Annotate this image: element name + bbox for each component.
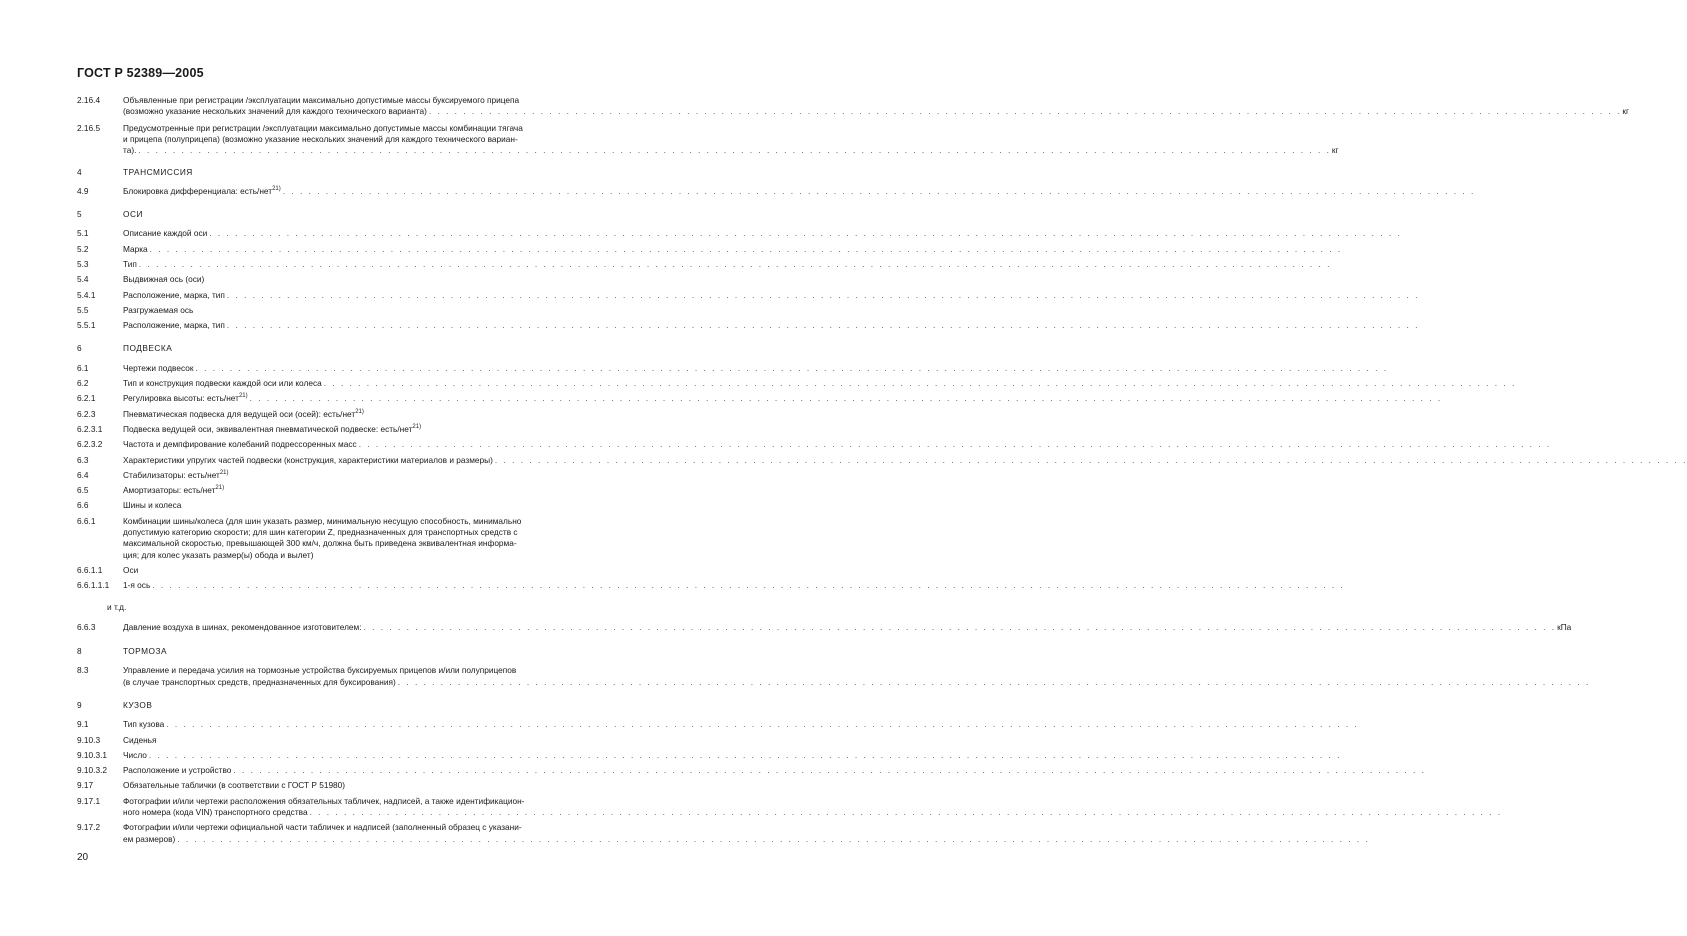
list-item xyxy=(77,665,1591,688)
item-number: 4.9 xyxy=(77,185,89,196)
item-text: Тип и конструкция подвески каждой оси или колеса xyxy=(123,378,322,389)
item-number: 6.2.3 xyxy=(77,408,96,419)
item-text: Оси xyxy=(123,564,139,575)
item-text: та). xyxy=(123,145,137,156)
list-item xyxy=(77,378,1517,389)
list-item xyxy=(77,305,615,316)
item-text: Блокировка дифференциала: есть/нет xyxy=(123,185,273,196)
item-number: 6.3 xyxy=(77,454,89,465)
item-number: 6.2 xyxy=(77,378,89,389)
list-item xyxy=(77,258,1332,270)
dot-leader: . . . . . . . . . . . . . . . . . . . . . . . . . . . . . . . . . . . . . . . . . . . . . . . . . . . . . . . . . . . . . . . . . . . . . . . . . . . . . . . . . . . . . . . . . . . . . . . . . . . . . . . . . . . . . . . . . . . . . . . . . . . . . . . . . . . . . . . . . . . xyxy=(195,362,1389,373)
section-number: 6 xyxy=(77,343,82,354)
item-text: Шины и колеса xyxy=(123,500,182,511)
dot-leader: . . . . . . . . . . . . . . . . . . . . . . . . . . . . . . . . . . . . . . . . . . . . . . . . . . . . . . . . . . . . . . . . . . . . . . . . . . . . . . . . . . . . . . . . . . . . . . . . . . . . . . . . . . . . . . . . . . . . . . . . . . . . . . . . . . . . . . . . . . . xyxy=(226,289,1420,300)
dot-leader: . . . . . . . . . . . . . . . . . . . . . . . . . . . . . . . . . . . . . . . . . . . . . . . . . . . . . . . . . . . . . . . . . . . . . . . . . . . . . . . . . . . . . . . . . . . . . . . . . . . . . . . . . . . . . . . . . . . . . . . . . . . . . . . . . . . . . . . . . . . xyxy=(138,258,1332,269)
list-item xyxy=(77,409,615,420)
section-number: 4 xyxy=(77,167,82,178)
dot-leader: . . . . . . . . . . . . . . . . . . . . . . . . . . . . . . . . . . . . . . . . . . . . . . . . . . . . . . . . . . . . . . . . . . . . . . . . . . . . . . . . . . . . . . . . . . . . . . . . . . . . . . . . . . . . . . . . . . . . . . . . . . . . . . . . . . . . . . . . . . . xyxy=(138,145,1331,156)
dot-leader: . . . . . . . . . . . . . . . . . . . . . . . . . . . . . . . . . . . . . . . . . . . . . . . . . . . . . . . . . . . . . . . . . . . . . . . . . . . . . . . . . . . . . . . . . . . . . . . . . . . . . . . . . . . . . . . . . . . . . . . . . . . . . . . . . . . . . . . . . . . xyxy=(249,393,1443,404)
section-number: 9 xyxy=(77,699,82,710)
section-heading xyxy=(77,209,615,220)
dot-leader: . . . . . . . . . . . . . . . . . . . . . . . . . . . . . . . . . . . . . . . . . . . . . . . . . . . . . . . . . . . . . . . . . . . . . . . . . . . . . . . . . . . . . . . . . . . . . . . . . . . . . . . . . . . . . . . . . . . . . . . . . . . . . . . . . . . . . . . . . . . xyxy=(309,807,1503,818)
section-heading xyxy=(77,343,615,354)
list-item xyxy=(77,439,1552,450)
dot-leader: . . . . . . . . . . . . . . . . . . . . . . . . . . . . . . . . . . . . . . . . . . . . . . . . . . . . . . . . . . . . . . . . . . . . . . . . . . . . . . . . . . . . . . . . . . . . . . . . . . . . . . . . . . . . . . . . . . . . . . . . . . . . . . . . . . . . . . . . . . . xyxy=(149,243,1343,254)
section-title: ОСИ xyxy=(123,209,143,220)
item-number: 9.17 xyxy=(77,780,94,791)
item-number: 9.10.3.2 xyxy=(77,765,107,776)
list-item xyxy=(77,719,1359,730)
page-number: 20 xyxy=(77,852,89,863)
item-text: Описание каждой оси xyxy=(123,228,208,239)
item-text: Подвеска ведущей оси, эквивалентная пневматической подвеске: есть/нет xyxy=(123,423,413,434)
item-number: 9.10.3 xyxy=(77,734,101,745)
section-title: ПОДВЕСКА xyxy=(123,343,173,354)
item-text: Марка xyxy=(123,243,148,254)
dot-leader: . . . . . . . . . . . . . . . . . . . . . . . . . . . . . . . . . . . . . . . . . . . . . . . . . . . . . . . . . . . . . . . . . . . . . . . . . . . . . . . . . . . . . . . . . . . . . . . . . . . . . . . . . . . . . . . . . . . . . . . . . . . . . . . . . . . . . . . . . . . xyxy=(209,228,1402,239)
item-text: Характеристики упругих частей подвески (конструкция, характеристики материалов и размеры) xyxy=(123,454,493,465)
section-number: 8 xyxy=(77,646,82,657)
item-number: 6.4 xyxy=(77,469,89,480)
section-title: ТРАНСМИССИЯ xyxy=(123,167,193,178)
item-number: 5.4 xyxy=(77,274,89,285)
item-text: Тип xyxy=(123,258,137,269)
list-item xyxy=(77,393,1443,404)
item-number: 6.6.1 xyxy=(77,515,96,526)
item-number: 6.6.1.1 xyxy=(77,564,103,575)
dot-leader: . . . . . . . . . . . . . . . . . . . . . . . . . . . . . . . . . . . . . . . . . . . . . . . . . . . . . . . . . . . . . . . . . . . . . . . . . . . . . . . . . . . . . . . . . . . . . . . . . . . . . . . . . . . . . . . . . . . . . . . . . . . . . . . . . . . . . . . . . . . xyxy=(428,106,1622,117)
etc-note: и т.д. xyxy=(107,601,127,612)
section-title: КУЗОВ xyxy=(123,699,153,710)
dot-leader: . . . . . . . . . . . . . . . . . . . . . . . . . . . . . . . . . . . . . . . . . . . . . . . . . . . . . . . . . . . . . . . . . . . . . . . . . . . . . . . . . . . . . . . . . . . . . . . . . . . . . . . . . . . . . . . . . . . . . . . . . . . . . . . . . . . . . . . . . . . xyxy=(358,439,1552,450)
item-number: 9.17.2 xyxy=(77,822,101,833)
item-number: 5.2 xyxy=(77,243,89,254)
item-text: Расположение, марка, тип xyxy=(123,289,225,300)
item-text: Тип кузова xyxy=(123,719,165,730)
footnote-ref: 21) xyxy=(412,424,422,431)
section-heading xyxy=(77,700,615,711)
list-item xyxy=(77,185,1476,197)
list-item xyxy=(77,500,615,511)
item-number: 5.5.1 xyxy=(77,320,96,331)
item-number: 5.5 xyxy=(77,304,89,315)
item-text: (возможно указание нескольких значений для каждого технического варианта) xyxy=(123,106,427,117)
item-text: Амортизаторы: есть/нет xyxy=(123,485,216,496)
item-number: 5.4.1 xyxy=(77,289,96,300)
list-item xyxy=(77,822,1370,845)
unit-label: кг xyxy=(1331,145,1339,156)
item-text: Объявленные при регистрации /эксплуатации максимально допустимые массы буксируемого прицепа xyxy=(123,95,520,105)
list-item xyxy=(77,362,1389,374)
dot-leader: . . . . . . . . . . . . . . . . . . . . . . . . . . . . . . . . . . . . . . . . . . . . . . . . . . . . . . . . . . . . . . . . . . . . . . . . . . . . . . . . . . . . . . . . . . . . . . . . . . . . . . . . . . . . . . . . . . . . . . . . . . . . . . . . . . . . . . . . . . . xyxy=(363,621,1557,632)
list-item xyxy=(77,95,1630,118)
item-text: Чертежи подвесок xyxy=(123,362,194,373)
item-text: Выдвижная ось (оси) xyxy=(123,274,205,285)
section-number: 5 xyxy=(77,209,82,220)
item-number: 2.16.4 xyxy=(77,95,101,105)
list-item xyxy=(77,795,1503,819)
unit-label: кг xyxy=(1622,106,1630,117)
item-text: Давление воздуха в шинах, рекомендованное изготовителем: xyxy=(123,621,362,632)
item-text: Комбинации шины/колеса (для шин указать размер, минимальную несущую способность, минимально xyxy=(123,515,522,526)
dot-leader: . . . . . . . . . . . . . . . . . . . . . . . . . . . . . . . . . . . . . . . . . . . . . . . . . . . . . . . . . . . . . . . . . . . . . . . . . . . . . . . . . . . . . . . . . . . . . . . . . . . . . . . . . . . . . . . . . . . . . . . . . . . . . . . . . . . . . . . . . . . xyxy=(494,454,1687,465)
dot-leader: . . . . . . . . . . . . . . . . . . . . . . . . . . . . . . . . . . . . . . . . . . . . . . . . . . . . . . . . . . . . . . . . . . . . . . . . . . . . . . . . . . . . . . . . . . . . . . . . . . . . . . . . . . . . . . . . . . . . . . . . . . . . . . . . . . . . . . . . . . . xyxy=(233,765,1426,776)
item-text: 1-я ось xyxy=(123,580,151,591)
list-item xyxy=(77,621,1572,633)
item-text: ного номера (кода VIN) транспортного средства xyxy=(123,807,308,818)
item-text: Предусмотренные при регистрации /эксплуатации максимально допустимые массы комбинации тягача xyxy=(123,122,523,133)
item-text: Расположение, марка, тип xyxy=(123,320,225,331)
list-item xyxy=(77,749,1342,761)
list-item xyxy=(77,580,1345,591)
item-number: 6.6.3 xyxy=(77,621,96,632)
footnote-ref: 21) xyxy=(272,186,281,193)
list-item xyxy=(77,485,615,496)
item-number: 6.6 xyxy=(77,500,89,511)
item-text: (в случае транспортных средств, предназначенных для буксирования) xyxy=(123,676,396,687)
item-number: 2.16.5 xyxy=(77,122,101,133)
item-text: Стабилизаторы: есть/нет xyxy=(123,469,220,480)
item-text: Расположение и устройство xyxy=(123,765,232,776)
list-item xyxy=(77,780,615,791)
spec-list xyxy=(77,92,1687,845)
dot-leader: . . . . . . . . . . . . . . . . . . . . . . . . . . . . . . . . . . . . . . . . . . . . . . . . . . . . . . . . . . . . . . . . . . . . . . . . . . . . . . . . . . . . . . . . . . . . . . . . . . . . . . . . . . . . . . . . . . . . . . . . . . . . . . . . . . . . . . . . . . . xyxy=(282,185,1476,196)
item-text: Фотографии и/или чертежи расположения обязательных табличек, надписей, а также идентификацион- xyxy=(123,795,525,806)
item-text: Разгружаемая ось xyxy=(123,304,194,315)
list-item xyxy=(77,454,1687,466)
section-heading xyxy=(77,646,615,657)
item-number: 9.1 xyxy=(77,719,89,730)
section-heading xyxy=(77,167,615,178)
item-text: ем размеров) xyxy=(123,833,176,844)
footnote-ref: 21) xyxy=(215,485,225,492)
list-item xyxy=(77,765,1426,776)
item-number: 6.1 xyxy=(77,362,89,373)
dot-leader: . . . . . . . . . . . . . . . . . . . . . . . . . . . . . . . . . . . . . . . . . . . . . . . . . . . . . . . . . . . . . . . . . . . . . . . . . . . . . . . . . . . . . . . . . . . . . . . . . . . . . . . . . . . . . . . . . . . . . . . . . . . . . . . . . . . . . . . . . . . xyxy=(226,320,1420,331)
list-item xyxy=(77,565,615,576)
list-item xyxy=(77,320,1420,331)
item-text: максимальной скоростью, превышающей 300 км/ч, должна быть приведена эквивалентная информа- xyxy=(123,538,517,549)
item-text: Частота и демпфирование колебаний подрессоренных масс xyxy=(123,439,357,450)
footnote-ref: 21) xyxy=(355,408,364,415)
item-number: 9.10.3.1 xyxy=(77,749,107,760)
item-number: 5.1 xyxy=(77,228,89,239)
item-number: 6.6.1.1.1 xyxy=(77,580,110,591)
item-number: 6.2.3.1 xyxy=(77,423,103,434)
dot-leader: . . . . . . . . . . . . . . . . . . . . . . . . . . . . . . . . . . . . . . . . . . . . . . . . . . . . . . . . . . . . . . . . . . . . . . . . . . . . . . . . . . . . . . . . . . . . . . . . . . . . . . . . . . . . . . . . . . . . . . . . . . . . . . . . . . . . . . . . . . . xyxy=(177,833,1370,844)
item-text: Обязательные таблички (в соответствии с ГОСТ Р 51980) xyxy=(123,780,346,791)
list-item xyxy=(77,470,615,481)
dot-leader: . . . . . . . . . . . . . . . . . . . . . . . . . . . . . . . . . . . . . . . . . . . . . . . . . . . . . . . . . . . . . . . . . . . . . . . . . . . . . . . . . . . . . . . . . . . . . . . . . . . . . . . . . . . . . . . . . . . . . . . . . . . . . . . . . . . . . . . . . . . xyxy=(397,676,1591,687)
item-number: 6.2.1 xyxy=(77,393,96,404)
item-number: 5.3 xyxy=(77,258,89,269)
dot-leader: . . . . . . . . . . . . . . . . . . . . . . . . . . . . . . . . . . . . . . . . . . . . . . . . . . . . . . . . . . . . . . . . . . . . . . . . . . . . . . . . . . . . . . . . . . . . . . . . . . . . . . . . . . . . . . . . . . . . . . . . . . . . . . . . . . . . . . . . . . . xyxy=(323,378,1517,389)
footnote-ref: 21) xyxy=(219,470,229,477)
item-number: 8.3 xyxy=(77,665,89,676)
item-number: 6.5 xyxy=(77,485,89,496)
footnote-ref: 21) xyxy=(238,393,248,400)
item-text: Пневматическая подвеска для ведущей оси (осей): есть/нет xyxy=(123,408,356,419)
item-text: Регулировка высоты: есть/нет xyxy=(123,393,239,404)
list-item xyxy=(77,516,615,561)
item-text: Фотографии и/или чертежи официальной части табличек и надписей (заполненный образец с указани- xyxy=(123,822,522,833)
item-text: Число xyxy=(123,749,147,760)
item-text: допустимую категорию скорости; для шин категории Z, предназначенных для транспортных средств с xyxy=(123,527,518,538)
dot-leader: . . . . . . . . . . . . . . . . . . . . . . . . . . . . . . . . . . . . . . . . . . . . . . . . . . . . . . . . . . . . . . . . . . . . . . . . . . . . . . . . . . . . . . . . . . . . . . . . . . . . . . . . . . . . . . . . . . . . . . . . . . . . . . . . . . . . . . . . . . . xyxy=(148,749,1342,760)
list-item xyxy=(77,424,615,435)
item-text: Управление и передача усилия на тормозные устройства буксируемых прицепов и/или полуприцепов xyxy=(123,665,517,676)
dot-leader: . . . . . . . . . . . . . . . . . . . . . . . . . . . . . . . . . . . . . . . . . . . . . . . . . . . . . . . . . . . . . . . . . . . . . . . . . . . . . . . . . . . . . . . . . . . . . . . . . . . . . . . . . . . . . . . . . . . . . . . . . . . . . . . . . . . . . . . . . . . xyxy=(166,719,1359,730)
list-item xyxy=(77,228,1402,239)
list-item xyxy=(77,122,1339,157)
item-text: Сиденья xyxy=(123,734,157,745)
list-item xyxy=(77,243,1343,255)
document-header: ГОСТ Р 52389—2005 xyxy=(77,66,204,80)
list-item xyxy=(77,289,1420,301)
item-text: и прицепа (полуприцепа) (возможно указание нескольких значений для каждого технического вариан- xyxy=(123,133,518,144)
dot-leader: . . . . . . . . . . . . . . . . . . . . . . . . . . . . . . . . . . . . . . . . . . . . . . . . . . . . . . . . . . . . . . . . . . . . . . . . . . . . . . . . . . . . . . . . . . . . . . . . . . . . . . . . . . . . . . . . . . . . . . . . . . . . . . . . . . . . . . . . . . . xyxy=(152,580,1345,591)
item-number: 6.2.3.2 xyxy=(77,439,103,450)
item-number: 9.17.1 xyxy=(77,795,101,806)
item-text: ция; для колес указать размер(ы) обода и вылет) xyxy=(123,549,314,560)
list-item xyxy=(77,274,615,285)
list-item xyxy=(77,735,615,746)
section-title: ТОРМОЗА xyxy=(123,646,167,657)
list-item xyxy=(77,602,615,613)
unit-label: кПа xyxy=(1557,621,1572,632)
